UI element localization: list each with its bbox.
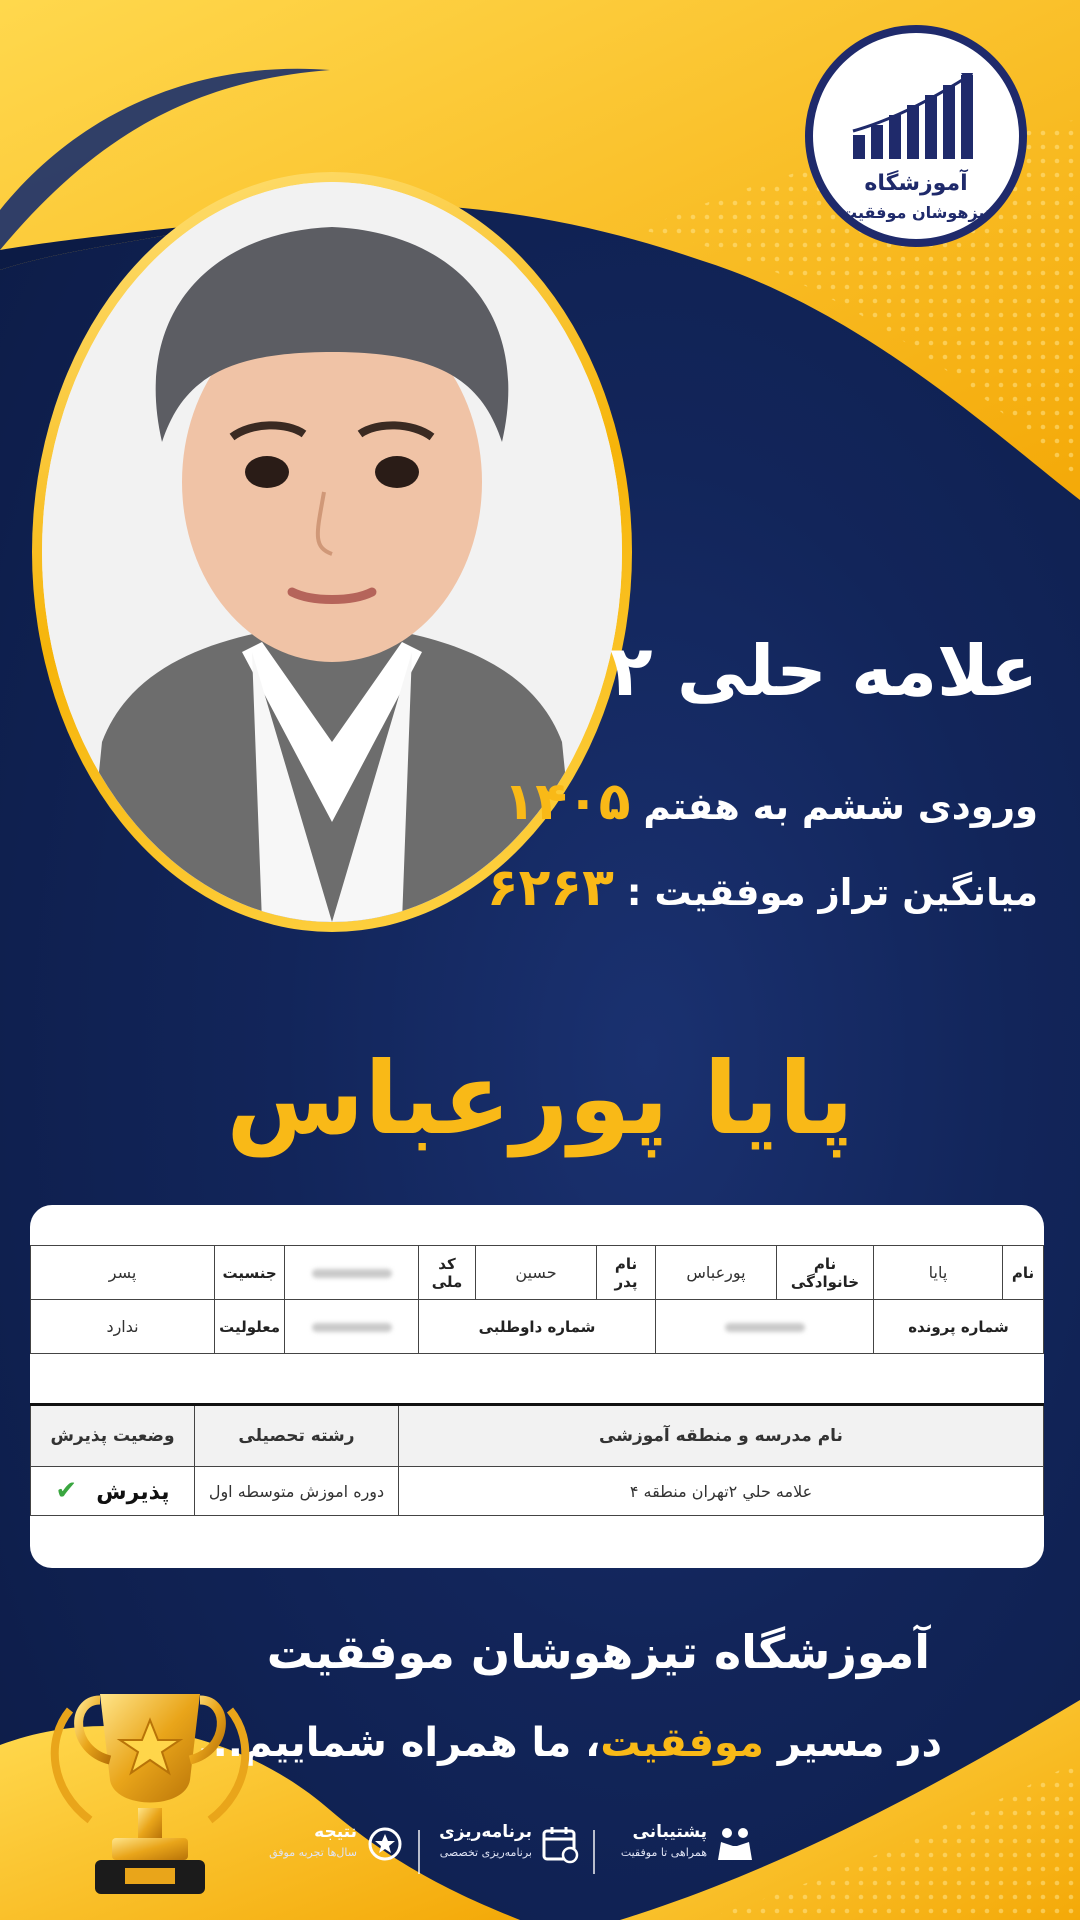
admission-table — [30, 1403, 1044, 1516]
national-code-label: کد ملی — [419, 1246, 476, 1300]
entry-label: ورودی ششم به هفتم — [643, 785, 1038, 828]
file-number-label: شماره پرونده — [874, 1300, 1044, 1354]
father-label: نام پدر — [597, 1246, 656, 1300]
entry-line — [504, 772, 1038, 832]
school-title: علامه حلی ۲ — [609, 630, 1038, 712]
footer-title: آموزشگاه تیزهوشان موفقیت — [266, 1625, 930, 1679]
slogan-after: ، ما همراه شماییم... — [197, 1720, 601, 1766]
candidate-number-value — [285, 1300, 419, 1354]
score-label: میانگین تراز موفقیت : — [626, 871, 1038, 914]
entry-year: ۱۴۰۵ — [503, 772, 631, 832]
status-cell — [31, 1467, 195, 1516]
support-icon — [715, 1824, 755, 1864]
status-value: پذیرش — [96, 1480, 170, 1505]
score-value: ۶۲۶۳ — [486, 858, 614, 918]
status-header: وضعیت پذیرش — [31, 1405, 195, 1467]
table-row — [31, 1300, 1044, 1354]
slogan-before: در مسیر — [777, 1720, 942, 1766]
bar-chart-icon — [849, 71, 983, 163]
result-card — [30, 1205, 1044, 1568]
slogan-highlight: موفقیت — [600, 1720, 764, 1766]
student-info-table — [30, 1245, 1044, 1354]
feature-title: نتیجه — [314, 1822, 357, 1842]
logo-title: آموزشگاه — [864, 171, 968, 196]
feature-title: برنامه‌ریزی — [439, 1822, 532, 1842]
features-bar — [255, 1822, 755, 1882]
divider — [593, 1830, 595, 1874]
footer-slogan — [197, 1720, 942, 1766]
trophy-icon — [40, 1680, 260, 1910]
family-value: پورعباس — [656, 1246, 777, 1300]
calendar-icon — [540, 1824, 580, 1864]
feature-result — [255, 1822, 405, 1882]
student-name: پایا پورعباس — [226, 1040, 854, 1157]
disability-label: معلولیت — [215, 1300, 285, 1354]
medal-icon — [365, 1824, 405, 1864]
institute-logo — [805, 25, 1027, 247]
disability-value: ندارد — [31, 1300, 215, 1354]
divider — [418, 1830, 420, 1874]
name-value: پایا — [874, 1246, 1003, 1300]
school-value: علامه حلي ۲تهران منطقه ۴ — [399, 1467, 1044, 1516]
name-label: نام — [1003, 1246, 1044, 1300]
school-header: نام مدرسه و منطقه آموزشی — [399, 1405, 1044, 1467]
family-label: نام خانوادگی — [777, 1246, 874, 1300]
candidate-number-label: شماره داوطلبی — [419, 1300, 656, 1354]
gender-label: جنسیت — [215, 1246, 285, 1300]
table-row — [31, 1467, 1044, 1516]
check-icon: ✔ — [55, 1476, 78, 1506]
feature-subtitle: سال‌ها تجربه موفق — [269, 1846, 357, 1859]
table-row — [31, 1246, 1044, 1300]
table-header-row — [31, 1405, 1044, 1467]
feature-subtitle: برنامه‌ریزی تخصصی — [439, 1846, 532, 1859]
file-number-value — [656, 1300, 874, 1354]
feature-title: پشتیبانی — [632, 1822, 707, 1842]
field-header: رشته تحصیلی — [195, 1405, 399, 1467]
logo-subtitle: تیزهوشان موفقیت — [841, 203, 991, 222]
gender-value: پسر — [31, 1246, 215, 1300]
score-line — [487, 858, 1038, 918]
feature-planning — [430, 1822, 580, 1882]
father-value: حسین — [476, 1246, 597, 1300]
national-code-value — [285, 1246, 419, 1300]
feature-support — [605, 1822, 755, 1882]
feature-subtitle: همراهی تا موفقیت — [620, 1846, 707, 1859]
field-value: دوره اموزش متوسطه اول — [195, 1467, 399, 1516]
